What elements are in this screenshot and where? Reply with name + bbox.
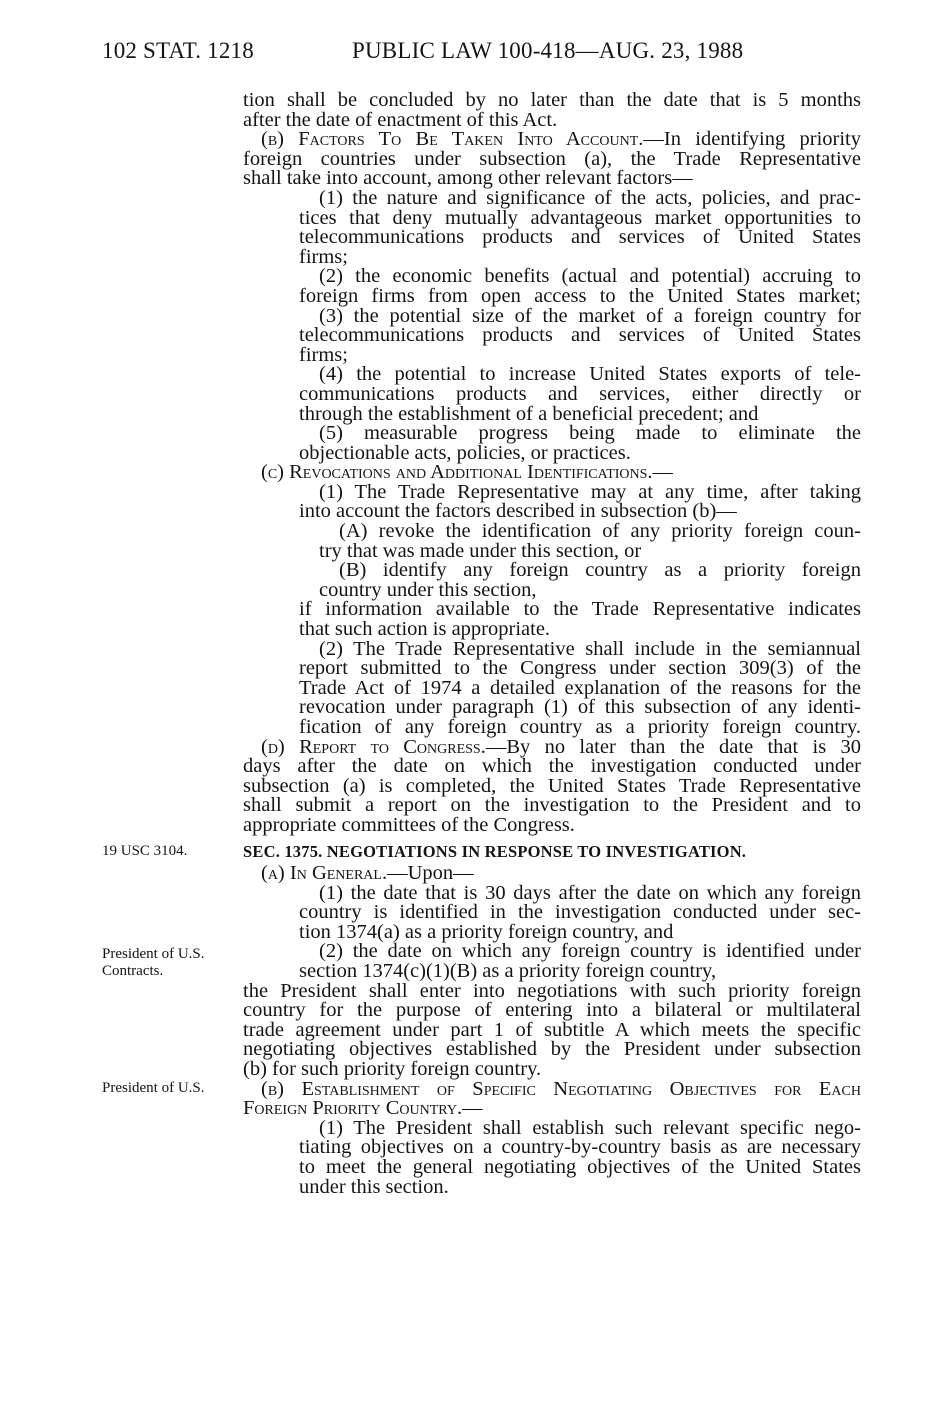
text-line: communications products and services, either directly or	[299, 382, 861, 405]
text-line: report submitted to the Congress under section 309(3) of the	[299, 657, 861, 680]
text-line: the President shall enter into negotiations with such priority foreign	[243, 979, 861, 1002]
section-1375-body	[243, 864, 861, 1197]
subsection-heading: (a) In General.	[261, 862, 388, 884]
text-line: fication of any foreign country as a priority foreign country.	[299, 716, 861, 738]
text-line: that such action is appropriate.	[299, 618, 551, 641]
text-line: tion 1374(a) as a priority foreign country, and	[299, 920, 674, 943]
text-line: negotiating objectives established by the President under subsection	[243, 1038, 861, 1061]
subsection-heading: Foreign Priority Country.	[243, 1097, 463, 1120]
text-line: (5) measurable progress being made to eliminate the	[319, 422, 861, 445]
subsection-heading: (c) Revocations and Additional Identifications.—	[261, 461, 674, 484]
text-line: after the date of enactment of this Act.	[243, 108, 558, 131]
text-line: shall submit a report on the investigation to the President and to	[243, 794, 861, 817]
text-line: appropriate committees of the Congress.	[243, 813, 575, 836]
text-line: country for the purpose of entering into a bilateral or multilateral	[243, 999, 861, 1022]
text-line: try that was made under this section, or	[319, 539, 642, 562]
text-line: revocation under paragraph (1) of this subsection of any identi-	[299, 696, 861, 719]
text-line: —Upon—	[387, 862, 474, 884]
text-line: if information available to the Trade Representative indicates	[299, 598, 861, 621]
text-line: (b) for such priority foreign country.	[243, 1057, 542, 1080]
text-line: to meet the general negotiating objectives of the United States	[299, 1155, 861, 1178]
text-line: (2) The Trade Representative shall include in the semiannual	[319, 637, 861, 660]
text-line: (1) the date that is 30 days after the date on which any foreign	[319, 881, 861, 904]
text-line: (3) the potential size of the market of a foreign country for	[319, 304, 861, 327]
text-line: —In identifying priority	[643, 128, 861, 151]
text-line: (A) revoke the identification of any priority foreign coun-	[339, 520, 861, 543]
text-line: country under this section,	[319, 578, 537, 601]
subsection-heading: (d) Report to Congress.	[261, 735, 486, 758]
text-line: trade agreement under part 1 of subtitle A which meets the specific	[243, 1018, 861, 1041]
text-line: subsection (a) is completed, the United States Trade Representative	[243, 774, 861, 797]
text-line: (1) the nature and significance of the acts, policies, and prac-	[319, 186, 861, 209]
text-line: objectionable acts, policies, or practices.	[299, 441, 631, 464]
margin-note-president-2: President of U.S.	[102, 1080, 205, 1096]
text-line: —	[462, 1097, 483, 1120]
text-line: firms;	[299, 343, 348, 366]
text-line: (1) The Trade Representative may at any time, after taking	[319, 480, 861, 503]
text-line: (2) the economic benefits (actual and potential) accruing to	[319, 265, 861, 288]
text-line: foreign countries under subsection (a), the Trade Representative	[243, 147, 861, 170]
text-line: Trade Act of 1974 a detailed explanation of the reasons for the	[299, 676, 861, 699]
text-line: foreign firms from open access to the United States market;	[299, 284, 861, 307]
running-header: PUBLIC LAW 100-418—AUG. 23, 1988	[352, 38, 744, 63]
text-line: under this section.	[299, 1175, 449, 1198]
subsection-heading: (b) Establishment of Specific Negotiating Objectives for Each	[261, 1077, 861, 1100]
text-line: telecommunications products and services of United States	[299, 226, 861, 249]
text-line: firms;	[299, 245, 348, 268]
text-line: shall take into account, among other relevant factors—	[243, 167, 693, 190]
text-line: through the establishment of a beneficial precedent; and	[299, 402, 759, 425]
text-line: tices that deny mutually advantageous market opportunities to	[299, 206, 861, 229]
text-line: into account the factors described in subsection (b)—	[299, 500, 737, 523]
page-stat-number: 102 STAT. 1218	[102, 38, 254, 63]
subsection-heading: (b) Factors To Be Taken Into Account.	[261, 128, 644, 151]
margin-note-usc: 19 USC 3104.	[102, 843, 188, 859]
text-line: country is identified in the investigation conducted under sec-	[299, 901, 861, 924]
margin-note-president: President of U.S.	[102, 946, 205, 962]
text-line: —By no later than the date that is 30	[485, 735, 861, 758]
subsection-heading-line	[243, 864, 861, 884]
section-heading: SEC. 1375. NEGOTIATIONS IN RESPONSE TO INVESTIGATION.	[243, 842, 747, 861]
text-line: days after the date on which the investigation conducted under	[243, 755, 861, 778]
subsection-heading-line	[243, 130, 861, 150]
subsection-heading-line	[243, 1099, 861, 1119]
text-line: telecommunications products and services of United States	[299, 324, 861, 347]
text-line: tion shall be concluded by no later than the date that is 5 months	[243, 89, 861, 111]
text-line: tiating objectives on a country-by-country basis as are necessary	[299, 1136, 861, 1159]
text-line: (2) the date on which any foreign country is identified under	[319, 940, 861, 963]
margin-note-contracts: Contracts.	[102, 963, 164, 979]
text-line: (1) The President shall establish such relevant specific nego-	[319, 1116, 861, 1139]
text-line: (B) identify any foreign country as a priority foreign	[339, 559, 861, 582]
section-1375	[243, 842, 861, 862]
text-line: section 1374(c)(1)(B) as a priority foreign country,	[299, 959, 717, 982]
text-line: (4) the potential to increase United States exports of tele-	[319, 363, 861, 386]
section-1374-continuation	[243, 91, 861, 836]
